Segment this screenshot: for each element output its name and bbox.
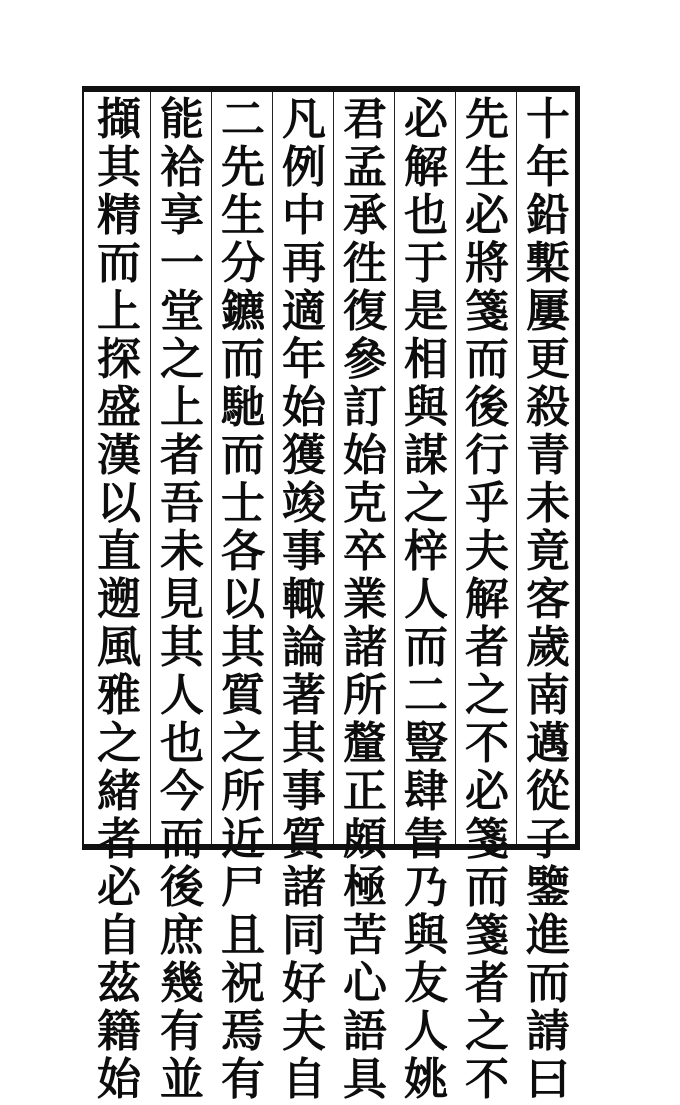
character-glyph: 槧 — [526, 238, 570, 289]
character-glyph: 孟 — [343, 142, 387, 193]
character-glyph: 自 — [97, 910, 141, 961]
character-glyph: 必 — [465, 766, 509, 817]
character-glyph: 之 — [221, 718, 265, 769]
character-glyph: 肆 — [404, 766, 448, 817]
text-column-2 — [459, 94, 515, 1105]
character-glyph: 且 — [221, 910, 265, 961]
character-glyph: 君 — [343, 94, 387, 145]
character-glyph: 解 — [465, 574, 509, 625]
character-glyph: 事 — [282, 766, 326, 817]
column-rule — [150, 92, 151, 844]
character-glyph: 之 — [404, 478, 448, 529]
frame-left-border — [82, 86, 84, 850]
character-glyph: 事 — [282, 526, 326, 577]
character-glyph: 所 — [343, 670, 387, 721]
character-glyph: 是 — [404, 286, 448, 337]
character-glyph: 自 — [282, 1054, 326, 1105]
character-glyph: 生 — [465, 142, 509, 193]
character-glyph: 馳 — [221, 382, 265, 433]
character-glyph: 歲 — [526, 622, 570, 673]
character-glyph: 鑣 — [221, 286, 265, 337]
character-glyph: 不 — [465, 1054, 509, 1105]
character-glyph: 上 — [160, 382, 204, 433]
character-glyph: 箋 — [465, 814, 509, 865]
character-glyph: 者 — [465, 622, 509, 673]
character-glyph: 漢 — [97, 430, 141, 481]
character-glyph: 有 — [221, 1054, 265, 1105]
character-glyph: 卒 — [343, 526, 387, 577]
character-glyph: 幾 — [160, 958, 204, 1009]
character-glyph: 而 — [465, 334, 509, 385]
character-glyph: 而 — [465, 862, 509, 913]
character-glyph: 之 — [465, 1006, 509, 1057]
character-glyph: 堂 — [160, 286, 204, 337]
character-glyph: 始 — [282, 382, 326, 433]
character-glyph: 竟 — [526, 526, 570, 577]
column-rule — [455, 92, 456, 844]
column-rule — [516, 92, 517, 844]
character-glyph: 人 — [404, 1006, 448, 1057]
character-glyph: 屢 — [526, 286, 570, 337]
character-glyph: 二 — [404, 670, 448, 721]
character-glyph: 其 — [282, 718, 326, 769]
character-glyph: 直 — [97, 526, 141, 577]
text-column-6 — [215, 94, 271, 1105]
text-column-5 — [276, 94, 332, 1105]
character-glyph: 心 — [343, 958, 387, 1009]
character-glyph: 年 — [526, 142, 570, 193]
character-glyph: 未 — [160, 526, 204, 577]
character-glyph: 而 — [404, 622, 448, 673]
character-glyph: 夫 — [282, 1006, 326, 1057]
character-glyph: 庶 — [160, 910, 204, 961]
character-glyph: 極 — [343, 862, 387, 913]
character-glyph: 擷 — [97, 94, 141, 145]
character-glyph: 箋 — [465, 286, 509, 337]
character-glyph: 必 — [404, 94, 448, 145]
character-glyph: 再 — [282, 238, 326, 289]
character-glyph: 青 — [526, 430, 570, 481]
character-glyph: 業 — [343, 574, 387, 625]
character-glyph: 質 — [282, 814, 326, 865]
character-glyph: 諸 — [343, 622, 387, 673]
character-glyph: 克 — [343, 478, 387, 529]
character-glyph: 行 — [465, 430, 509, 481]
character-glyph: 而 — [160, 814, 204, 865]
character-glyph: 與 — [404, 910, 448, 961]
character-glyph: 中 — [282, 190, 326, 241]
character-glyph: 始 — [97, 1054, 141, 1105]
character-glyph: 之 — [465, 670, 509, 721]
text-column-7 — [154, 94, 210, 1105]
character-glyph: 茲 — [97, 958, 141, 1009]
character-glyph: 乃 — [404, 862, 448, 913]
character-glyph: 姚 — [404, 1054, 448, 1105]
character-glyph: 輙 — [282, 574, 326, 625]
character-glyph: 頗 — [343, 814, 387, 865]
character-glyph: 將 — [465, 238, 509, 289]
character-glyph: 者 — [465, 958, 509, 1009]
character-glyph: 論 — [282, 622, 326, 673]
character-glyph: 訂 — [343, 382, 387, 433]
character-glyph: 近 — [221, 814, 265, 865]
character-glyph: 而 — [221, 334, 265, 385]
character-glyph: 質 — [221, 670, 265, 721]
character-glyph: 從 — [526, 766, 570, 817]
character-glyph: 語 — [343, 1006, 387, 1057]
character-glyph: 始 — [343, 430, 387, 481]
character-glyph: 先 — [465, 94, 509, 145]
character-glyph: 尸 — [221, 862, 265, 913]
character-glyph: 友 — [404, 958, 448, 1009]
character-glyph: 而 — [526, 958, 570, 1009]
character-glyph: 士 — [221, 478, 265, 529]
character-glyph: 雅 — [97, 670, 141, 721]
character-glyph: 著 — [282, 670, 326, 721]
character-glyph: 鉛 — [526, 190, 570, 241]
character-glyph: 子 — [526, 814, 570, 865]
character-glyph: 遡 — [97, 574, 141, 625]
character-glyph: 也 — [404, 190, 448, 241]
character-glyph: 十 — [526, 94, 570, 145]
character-glyph: 豎 — [404, 718, 448, 769]
character-glyph: 之 — [97, 718, 141, 769]
character-glyph: 鑒 — [526, 862, 570, 913]
character-glyph: 上 — [97, 286, 141, 337]
character-glyph: 參 — [343, 334, 387, 385]
character-glyph: 也 — [160, 718, 204, 769]
character-glyph: 具 — [343, 1054, 387, 1105]
character-glyph: 正 — [343, 766, 387, 817]
character-glyph: 盛 — [97, 382, 141, 433]
character-glyph: 承 — [343, 190, 387, 241]
column-rule — [394, 92, 395, 844]
character-glyph: 南 — [526, 670, 570, 721]
character-glyph: 各 — [221, 526, 265, 577]
character-glyph: 其 — [160, 622, 204, 673]
character-glyph: 客 — [526, 574, 570, 625]
character-glyph: 眚 — [404, 814, 448, 865]
text-column-8 — [91, 94, 147, 1105]
character-glyph: 者 — [160, 430, 204, 481]
character-glyph: 以 — [97, 478, 141, 529]
character-glyph: 其 — [221, 622, 265, 673]
character-glyph: 更 — [526, 334, 570, 385]
character-glyph: 必 — [465, 190, 509, 241]
character-glyph: 請 — [526, 1006, 570, 1057]
character-glyph: 復 — [343, 286, 387, 337]
character-glyph: 先 — [221, 142, 265, 193]
character-glyph: 未 — [526, 478, 570, 529]
character-glyph: 徃 — [343, 238, 387, 289]
character-glyph: 獲 — [282, 430, 326, 481]
character-glyph: 精 — [97, 190, 141, 241]
character-glyph: 諸 — [282, 862, 326, 913]
character-glyph: 不 — [465, 718, 509, 769]
character-glyph: 曰 — [526, 1054, 570, 1105]
character-glyph: 相 — [404, 334, 448, 385]
character-glyph: 梓 — [404, 526, 448, 577]
column-rule — [333, 92, 334, 844]
character-glyph: 解 — [404, 142, 448, 193]
character-glyph: 風 — [97, 622, 141, 673]
character-glyph: 殺 — [526, 382, 570, 433]
character-glyph: 所 — [221, 766, 265, 817]
character-glyph: 人 — [404, 574, 448, 625]
character-glyph: 生 — [221, 190, 265, 241]
character-glyph: 而 — [97, 238, 141, 289]
character-glyph: 苦 — [343, 910, 387, 961]
character-glyph: 見 — [160, 574, 204, 625]
character-glyph: 之 — [160, 334, 204, 385]
character-glyph: 人 — [160, 670, 204, 721]
character-glyph: 分 — [221, 238, 265, 289]
character-glyph: 二 — [221, 94, 265, 145]
character-glyph: 焉 — [221, 1006, 265, 1057]
character-glyph: 謀 — [404, 430, 448, 481]
character-glyph: 袷 — [160, 142, 204, 193]
character-glyph: 並 — [160, 1054, 204, 1105]
character-glyph: 好 — [282, 958, 326, 1009]
column-rule — [211, 92, 212, 844]
character-glyph: 乎 — [465, 478, 509, 529]
character-glyph: 釐 — [343, 718, 387, 769]
character-glyph: 竣 — [282, 478, 326, 529]
character-glyph: 能 — [160, 94, 204, 145]
character-glyph: 于 — [404, 238, 448, 289]
character-glyph: 探 — [97, 334, 141, 385]
character-glyph: 同 — [282, 910, 326, 961]
character-glyph: 其 — [97, 142, 141, 193]
text-column-4 — [337, 94, 393, 1105]
character-glyph: 夫 — [465, 526, 509, 577]
character-glyph: 祝 — [221, 958, 265, 1009]
character-glyph: 例 — [282, 142, 326, 193]
character-glyph: 今 — [160, 766, 204, 817]
character-glyph: 而 — [221, 430, 265, 481]
column-rule — [272, 92, 273, 844]
character-glyph: 後 — [160, 862, 204, 913]
character-glyph: 緒 — [97, 766, 141, 817]
character-glyph: 適 — [282, 286, 326, 337]
character-glyph: 凡 — [282, 94, 326, 145]
character-glyph: 必 — [97, 862, 141, 913]
character-glyph: 箋 — [465, 910, 509, 961]
character-glyph: 吾 — [160, 478, 204, 529]
character-glyph: 後 — [465, 382, 509, 433]
character-glyph: 有 — [160, 1006, 204, 1057]
text-column-3 — [398, 94, 454, 1105]
character-glyph: 進 — [526, 910, 570, 961]
character-glyph: 以 — [221, 574, 265, 625]
character-glyph: 享 — [160, 190, 204, 241]
text-column-1 — [520, 94, 576, 1105]
character-glyph: 籍 — [97, 1006, 141, 1057]
character-glyph: 一 — [160, 238, 204, 289]
character-glyph: 者 — [97, 814, 141, 865]
character-glyph: 與 — [404, 382, 448, 433]
character-glyph: 邁 — [526, 718, 570, 769]
character-glyph: 年 — [282, 334, 326, 385]
